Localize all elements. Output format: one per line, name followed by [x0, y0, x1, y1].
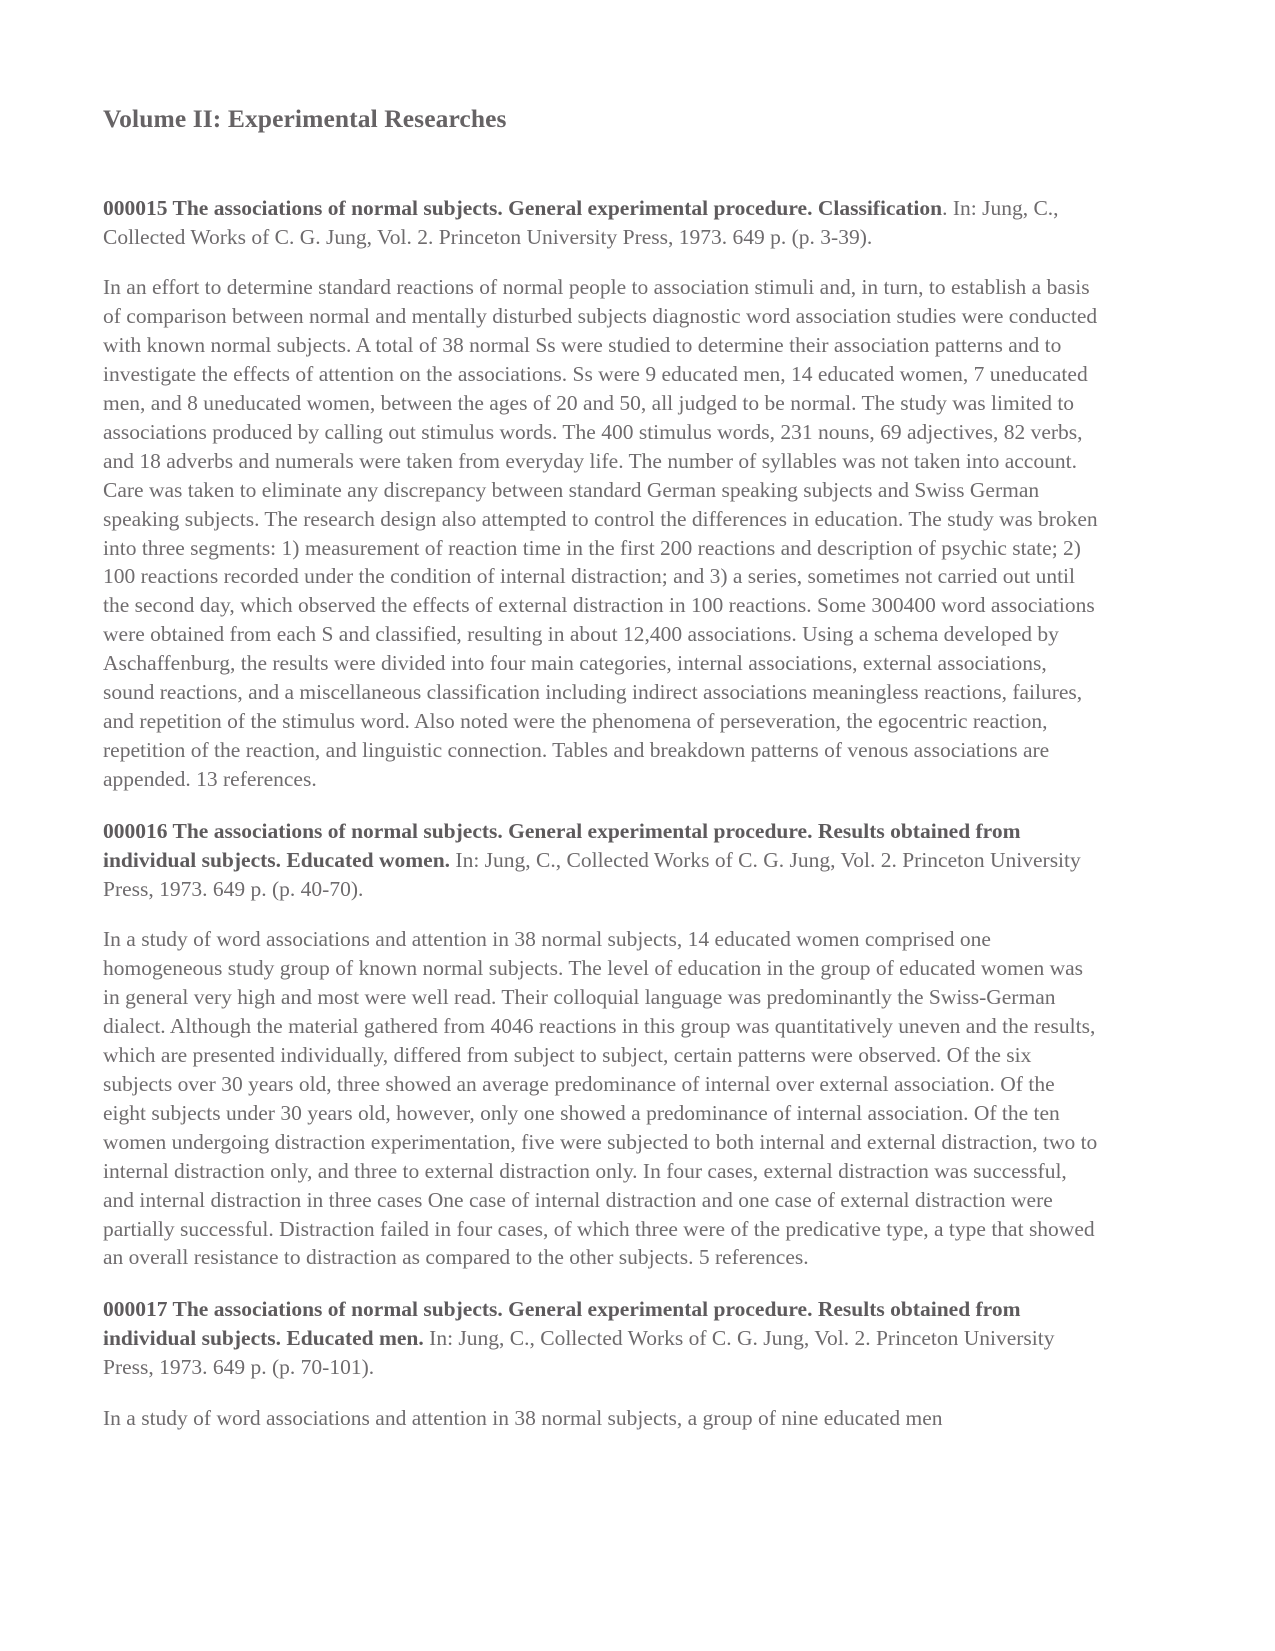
- entry-title: The associations of normal subjects. General experimental procedure. Results obtained from individual subjects. Educated men.: [103, 1297, 1021, 1351]
- entry-abstract: In an effort to determine standard reactions of normal people to association stimuli and, in turn, to establish a basis of comparison between normal and mentally disturbed subjects diagnostic word association studies were conducted with known normal subjects. A total of 38 normal Ss were studied to determine their association patterns and to investigate the effects of attention on the associations. Ss were 9 educated men, 14 educated women, 7 uneducated men, and 8 uneducated women, between the ages of 20 and 50, all judged to be normal. The study was limited to associations produced by calling out stimulus words. The 400 stimulus words, 231 nouns, 69 adjectives, 82 verbs, and 18 adverbs and numerals were taken from everyday life. The number of syllables was not taken into account. Care was taken to eliminate any discrepancy between standard German speaking subjects and Swiss German speaking subjects. The research design also attempted to control the differences in education. The study was broken into three segments: 1) measurement of reaction time in the first 200 reactions and description of psychic state; 2) 100 reactions recorded under the condition of internal distraction; and 3) a series, sometimes not carried out until the second day, which observed the effects of external distraction in 100 reactions. Some 300400 word associations were obtained from each S and classified, resulting in about 12,400 associations. Using a schema developed by Aschaffenburg, the results were divided into four main categories, internal associations, external associations, sound reactions, and a miscellaneous classification including indirect associations meaningless reactions, failures, and repetition of the stimulus word. Also noted were the phenomena of perseveration, the egocentric reaction, repetition of the reaction, and linguistic connection. Tables and breakdown patterns of venous associations are appended. 13 references.: [103, 275, 1098, 791]
- entry-citation: In: Jung, C., Collected Works of C. G. Jung, Vol. 2. Princeton University Press, 1973. 649 p. (p. 70-101).: [103, 1326, 1055, 1380]
- spacer-between-entries: [103, 794, 1099, 817]
- entry-id: 000015: [103, 195, 168, 220]
- entry-heading: [103, 1295, 1099, 1382]
- spacer-between-entries: [103, 1272, 1099, 1295]
- spacer-heading-body: [103, 251, 1099, 273]
- entry-title: The associations of normal subjects. General experimental procedure. Classification: [172, 195, 943, 220]
- spacer-after-title: [103, 135, 1099, 194]
- spacer-heading-body: [103, 1382, 1099, 1404]
- page-title: Volume II: Experimental Researches: [103, 104, 507, 133]
- entry-title: The associations of normal subjects. General experimental procedure. Results obtained from individual subjects. Educated women.: [103, 818, 1021, 872]
- page-content: [103, 104, 1099, 1433]
- entry-id: 000017: [103, 1297, 168, 1322]
- entry-citation: . In: Jung, C., Collected Works of C. G. Jung, Vol. 2. Princeton University Press, 1973. 649 p. (p. 3-39).: [103, 195, 1059, 249]
- entry-abstract: In a study of word associations and attention in 38 normal subjects, 14 educated women comprised one homogeneous study group of known normal subjects. The level of education in the group of educated women was in general very high and most were well read. Their colloquial language was predominantly the Swiss-German dialect. Although the material gathered from 4046 reactions in this group was quantitatively uneven and the results, which are presented individually, differed from subject to subject, certain patterns were observed. Of the six subjects over 30 years old, three showed an average predominance of internal over external association. Of the eight subjects under 30 years old, however, only one showed a predominance of internal association. Of the ten women undergoing distraction experimentation, five were subjected to both internal and external distraction, two to internal distraction only, and three to external distraction only. In four cases, external distraction was successful, and internal distraction in three cases One case of internal distraction and one case of external distraction were partially successful. Distraction failed in four cases, of which three were of the predicative type, a type that showed an overall resistance to distraction as compared to the other subjects. 5 references.: [103, 927, 1098, 1270]
- entry-heading: [103, 817, 1099, 904]
- entry-abstract: In a study of word associations and attention in 38 normal subjects, a group of nine educated men: [103, 1406, 943, 1431]
- spacer-heading-body: [103, 903, 1099, 925]
- entry-citation: In: Jung, C., Collected Works of C. G. Jung, Vol. 2. Princeton University Press, 1973. 649 p. (p. 40-70).: [103, 847, 1081, 901]
- entry-id: 000016: [103, 818, 168, 843]
- entry-heading: [103, 194, 1099, 252]
